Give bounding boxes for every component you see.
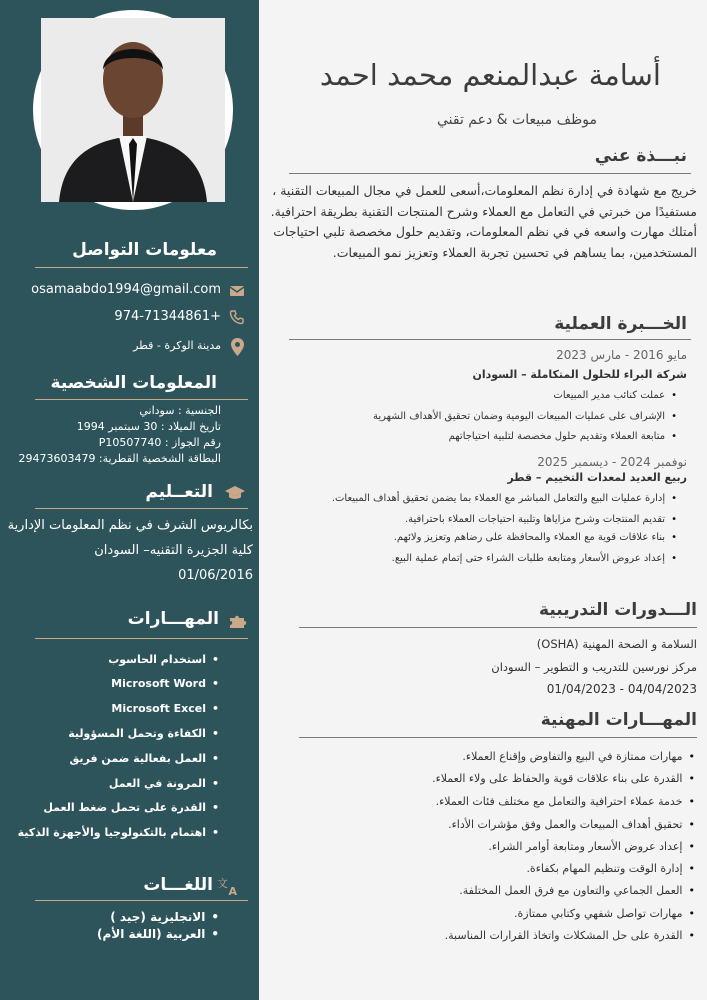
languages-divider	[35, 900, 248, 901]
training-course: السلامة و الصحة المهنية (OSHA)	[536, 637, 697, 651]
sidebar	[0, 0, 259, 1000]
skill-item: • المرونة في العمل	[109, 777, 219, 790]
skill-item: • القدرة على تحمل ضغط العمل	[43, 801, 219, 814]
job-task: • متابعة العملاء وتقديم حلول مخصصة لتلبية احتياجاتهم	[449, 431, 677, 442]
contact-heading: معلومات التواصل	[72, 240, 217, 260]
skills-divider	[35, 638, 248, 639]
training-heading: الـــدورات التدريبية	[539, 600, 697, 620]
about-divider	[289, 173, 691, 174]
pro-skill-item: • إدارة الوقت وتنظيم المهام بكفاءة.	[526, 862, 695, 875]
pro-skill-item: • مهارات تواصل شفهي وكتابي ممتازة.	[514, 907, 695, 920]
experience-heading: الخـــبرة العملية	[554, 314, 687, 334]
experience-divider	[289, 339, 691, 340]
job-period: نوفمبر 2024 - ديسمبر 2025	[537, 455, 687, 469]
candidate-name: أسامة عبدالمنعم محمد احمد	[319, 58, 661, 92]
avatar	[41, 18, 225, 202]
translate-icon	[217, 876, 247, 898]
job-task: • إدارة عمليات البيع والتعامل المباشر مع العملاء بما يضمن تحقيق أهداف المبيعات.	[332, 493, 677, 504]
nationality-text: الجنسية : سوداني	[139, 404, 221, 417]
job-title: موظف مبيعات & دعم تقني	[436, 112, 597, 128]
job-task: • بناء علاقات قوية مع العملاء والمحافظة على رضاهم وتعزيز ولائهم.	[394, 532, 677, 543]
job-task: • عملت كنائب مدير المبيعات	[553, 390, 677, 401]
training-dates: 04/04/2023 - 01/04/2023	[546, 682, 697, 696]
job-task: • الإشراف على عمليات المبيعات اليومية وضمان تحقيق الأهداف الشهرية	[373, 411, 677, 422]
college-text: كلية الجزيرة التقنيه– السودان	[94, 543, 253, 558]
job-company: شركة البراء للحلول المتكاملة – السودان	[472, 368, 687, 381]
pro-skill-item: • العمل الجماعي والتعاون مع فرق العمل المختلفة.	[459, 884, 695, 897]
qatar-id-text: البطاقة الشخصية القطرية: 29473603479	[18, 452, 221, 465]
graduation-date-text: 01/06/2016	[178, 568, 253, 583]
degree-text: بكالريوس الشرف في نظم المعلومات الإدارية	[7, 518, 253, 533]
mail-icon	[229, 283, 245, 299]
person-portrait-icon	[41, 18, 225, 202]
pro-skills-divider	[299, 737, 697, 738]
pro-skill-item: • القدرة على حل المشكلات واتخاذ القرارات المناسبة.	[445, 929, 695, 942]
education-heading: التعــليم	[145, 482, 213, 502]
pro-skills-heading: المهـــارات المهنية	[540, 710, 697, 730]
languages-heading: اللغـــات	[143, 875, 213, 895]
pro-skill-item: • تحقيق أهداف المبيعات والعمل وفق مؤشرات الأداء.	[448, 818, 695, 831]
skill-item: • العمل بفعالية ضمن فريق	[70, 752, 220, 765]
svg-text:文: 文	[217, 877, 228, 890]
passport-text: رقم الجواز : P10507740	[98, 436, 221, 449]
language-item: • الانجليزية (جيد )	[110, 910, 219, 924]
training-divider	[299, 627, 697, 628]
job-period: مايو 2016 - مارس 2023	[556, 348, 687, 362]
location-text: مدينة الوكرة - قطر	[133, 339, 221, 352]
job-task: • إعداد عروض الأسعار ومتابعة طلبات الشراء حتى إتمام عملية البيع.	[392, 553, 677, 564]
pro-skill-item: • خدمة عملاء احترافية والتعامل مع مختلف فئات العملاء.	[436, 795, 695, 808]
skill-item: • استخدام الحاسوب	[108, 653, 219, 666]
birthdate-text: تاريخ الميلاد : 30 سبتمبر 1994	[76, 420, 221, 433]
pro-skill-item: • إعداد عروض الأسعار ومتابعة أوامر الشراء.	[488, 840, 695, 853]
language-item: • العربية (اللغة الأم)	[97, 927, 219, 941]
personal-info-heading: المعلومات الشخصية	[50, 373, 217, 393]
graduation-cap-icon	[224, 484, 246, 502]
about-heading: نبـــذة عني	[594, 146, 687, 166]
pro-skill-item: • مهارات ممتازة في البيع والتفاوض وإقناع العملاء.	[462, 750, 695, 763]
skill-item: • Microsoft Word	[111, 677, 219, 690]
location-pin-icon	[229, 337, 246, 357]
personal-info-divider	[35, 399, 248, 400]
main-content	[259, 0, 707, 1000]
contact-divider	[35, 267, 248, 268]
education-divider	[35, 508, 248, 509]
about-text: خريج مع شهادة في إدارة نظم المعلومات،أسعى للعمل في مجال المبيعات التقنية ، مستفيدًا من خبرتي في التعامل مع العملاء وشرح المنتجات التقنية بطريقة احترافية. أمتلك مهارت واسعه في في نظم المعلومات، وتقديم حلول مخصصة تلبي احتياجات المستخدمين، بما يساهم في تحسين تجربة العملاء وتعزيز نمو المبيعات.	[270, 183, 697, 260]
phone-icon	[229, 309, 245, 325]
job-task: • تقديم المنتجات وشرح مزاياها وتلبية احتياجات العملاء باحترافية.	[405, 514, 677, 525]
skill-item: • الكفاءة وتحمل المسؤولية	[68, 727, 219, 740]
skill-item: • اهتمام بالتكنولوجيا والأجهزة الذكية	[18, 826, 219, 839]
pro-skill-item: • القدرة على بناء علاقات قوية والحفاظ على ولاء العملاء.	[432, 772, 695, 785]
training-center: مركز نورسين للتدريب و التطوير – السودان	[491, 660, 697, 674]
phone-text[interactable]: +974-71344861	[114, 309, 221, 324]
job-company: ربيع العديد لمعدات التخييم – قطر	[507, 471, 687, 484]
svg-text:A: A	[228, 885, 237, 898]
skill-item: • Microsoft Excel	[111, 702, 219, 715]
puzzle-icon	[227, 613, 247, 631]
skills-heading: المهـــارات	[127, 609, 219, 629]
profile-photo	[33, 10, 233, 210]
email-text[interactable]: osamaabdo1994@gmail.com	[31, 282, 221, 297]
